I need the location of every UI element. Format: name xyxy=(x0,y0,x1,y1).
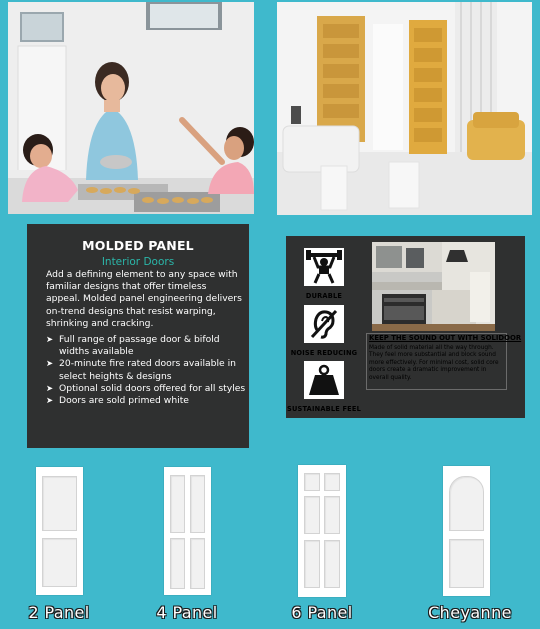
door-6-panel xyxy=(298,465,346,597)
arrow-bullet-icon: ➤ xyxy=(46,359,54,370)
list-item: ➤ Optional solid doors offered for all styles xyxy=(46,382,246,394)
door-4-panel xyxy=(164,467,211,595)
door-panel xyxy=(304,540,320,588)
note-text: Made of solid material all the way through. They feel more substantial and block sound more effectively. For minimal cost, solid core doors create a dramatic improvement in overall quality. xyxy=(369,345,499,381)
door-panel xyxy=(42,538,77,587)
door-caption: Cheyanne xyxy=(428,603,512,622)
kitchen-photo xyxy=(372,242,495,331)
list-item: ➤ Full range of passage door & bifold widths available xyxy=(46,334,220,358)
door-panel xyxy=(304,496,320,534)
door-2-panel xyxy=(36,467,83,595)
door-caption: 4 Panel xyxy=(156,603,218,622)
door-panel xyxy=(170,538,185,589)
door-panel xyxy=(304,473,320,491)
door-panel xyxy=(190,475,205,533)
door-panel xyxy=(190,538,205,589)
arrow-bullet-icon: ➤ xyxy=(46,396,54,407)
list-item: ➤ 20-minute fire rated doors available in select heights & designs xyxy=(46,358,237,382)
door-panel xyxy=(42,476,77,531)
door-panel xyxy=(324,473,340,491)
arrow-bullet-icon: ➤ xyxy=(46,335,54,345)
door-panel xyxy=(324,540,340,588)
living-room-doors-photo xyxy=(277,2,532,215)
door-panel xyxy=(170,475,185,533)
feature-list xyxy=(46,334,246,407)
ear-muted-icon xyxy=(304,305,344,343)
list-item: ➤ Doors are sold primed white xyxy=(46,395,189,407)
kitchen-family-photo xyxy=(8,2,254,214)
weight-icon xyxy=(304,361,344,399)
door-panel xyxy=(324,496,340,534)
feature-label-noise: NOISE REDUCING xyxy=(290,349,358,357)
feature-label-durable: DURABLE xyxy=(305,292,343,300)
feature-label-sustainable: SUSTAINABLE FEEL xyxy=(287,405,361,413)
door-panel xyxy=(449,539,484,588)
card-description: Add a defining element to any space with familiar designs that offer timeless appeal. Molded panel engineering delivers on-trend designs that resist warping, shrinking and cracking. xyxy=(46,269,242,329)
door-panel xyxy=(449,476,484,531)
door-cheyanne xyxy=(443,466,490,596)
arrow-bullet-icon: ➤ xyxy=(46,383,54,394)
weightlifter-icon xyxy=(304,248,344,286)
card-title: MOLDED PANEL xyxy=(82,238,194,253)
card-subtitle: Interior Doors xyxy=(101,256,175,268)
note-title: KEEP THE SOUND OUT WITH SOLIDOOR xyxy=(369,334,522,342)
door-caption: 2 Panel xyxy=(28,603,90,622)
door-caption: 6 Panel xyxy=(291,603,353,622)
molded-panel-card xyxy=(27,224,249,448)
